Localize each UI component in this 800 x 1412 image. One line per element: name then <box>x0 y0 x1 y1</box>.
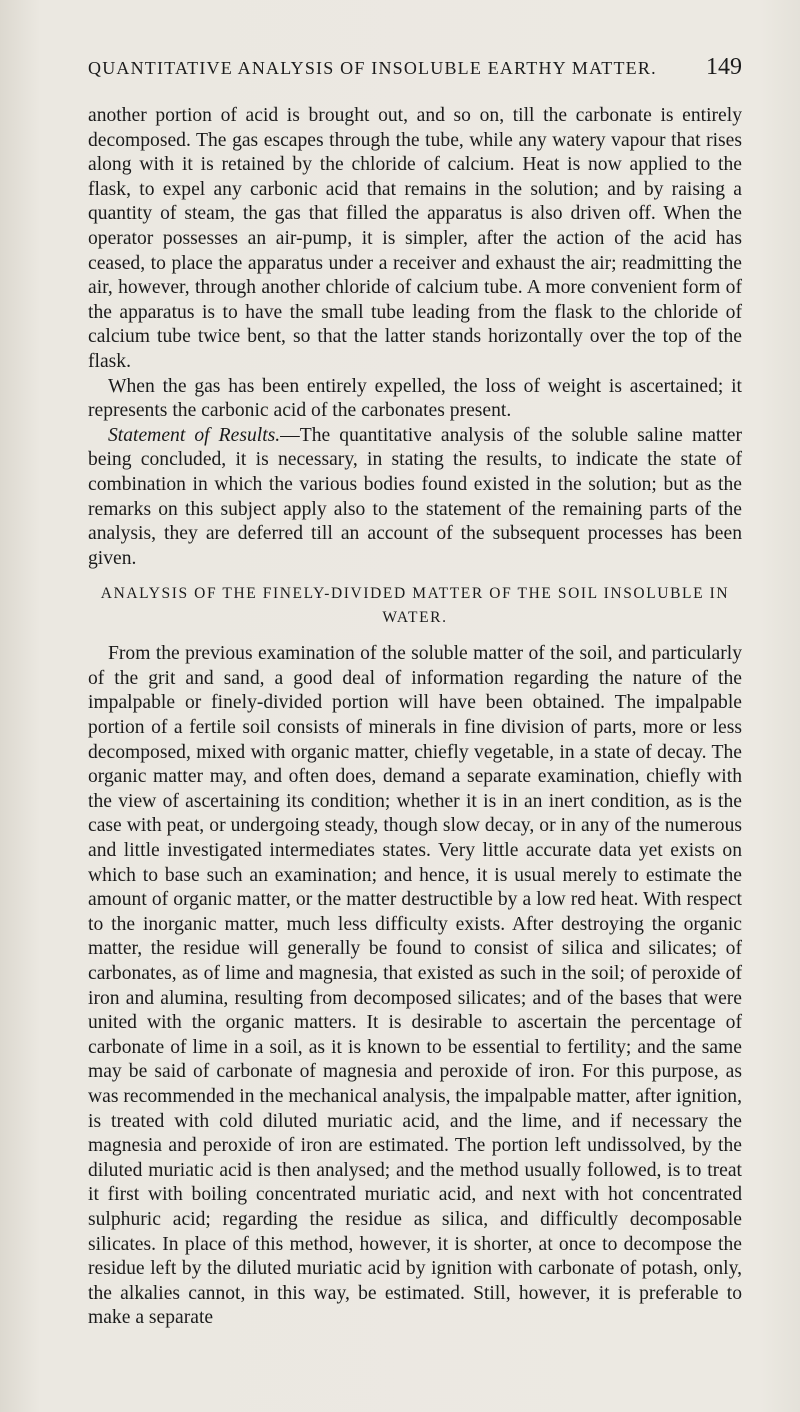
paragraph-insoluble-analysis: From the previous examination of the soluble matter of the soil, and particularly of the grit and sand, a good deal of information regarding the nature of the impalpable or finely-divided portion will have been obtained. The impalpable portion of a fertile soil consists of minerals in fine division of parts, more or less decomposed, mixed with organic matter, chiefly vegetable, in a state of decay. The organic matter may, and often does, demand a separate examination, chiefly with the view of ascertaining its condition; whether it is in an inert condition, as is the case with peat, or undergoing steady, though slow decay, or in any of the numerous and little investigated intermediates states. Very little accurate data yet exists on which to base such an examination; and hence, it is usual merely to estimate the amount of organic matter, or the matter destructible by a low red heat. With respect to the inorganic matter, much less difficulty exists. After destroying the organic matter, the residue will generally be found to consist of silica and silicates; of carbonates, as of lime and magnesia, that existed as such in the soil; of peroxide of iron and alumina, resulting from decomposed silicates; and of the bases that were united with the organic matters. It is desirable to ascertain the percentage of carbonate of lime in a soil, as it is known to be essential to fertility; and the same may be said of carbonate of magnesia and peroxide of iron. For this purpose, as was recommended in the mechanical analysis, the impalpable matter, after ignition, is treated with cold diluted muriatic acid, and the lime, and if necessary the magnesia and peroxide of iron are estimated. The portion left undissolved, by the diluted muriatic acid is then analysed; and the method usually followed, is to treat it first with boiling concentrated muriatic acid, and next with hot concentrated sulphuric acid; regarding the residue as silica, and difficultly decomposable silicates. In place of this method, however, it is shorter, at once to decompose the residue left by the diluted muriatic acid by ignition with carbonate of potash, only, the alkalies cannot, in this way, be estimated. Still, however, it is preferable to make a separate <box>88 643 742 1329</box>
running-head <box>88 54 742 86</box>
running-title: QUANTITATIVE ANALYSIS OF INSOLUBLE EARTHY MATTER. <box>88 58 657 78</box>
paragraph-statement-of-results <box>88 424 742 572</box>
body-text <box>88 104 742 1331</box>
statement-of-results-title: Statement of Results. <box>108 424 281 446</box>
statement-of-results-text: —The quantitative analysis of the soluble saline matter being concluded, it is necessary, in stating the results, to indicate the state of combination in which the various bodies found existed in the solution; but as the remarks on this subject apply also to the statement of the remaining parts of the analysis, they are deferred till an account of the subsequent processes has been given. <box>88 424 742 569</box>
paragraph-carbonate-process: another portion of acid is brought out, and so on, till the carbonate is entirely decomposed. The gas escapes through the tube, while any watery vapour that rises along with it is retained by the chloride of calcium. Heat is now applied to the flask, to expel any carbonic acid that remains in the solution; and by raising a quantity of steam, the gas that filled the apparatus is also driven off. When the operator possesses an air-pump, it is simpler, after the action of the acid has ceased, to place the apparatus under a receiver and exhaust the air; readmitting the air, however, through another chloride of calcium tube. A more convenient form of the apparatus is to have the small tube leading from the flask to the chloride of calcium tube twice bent, so that the latter stands horizontally over the top of the flask. <box>88 105 742 372</box>
section-heading: ANALYSIS OF THE FINELY-DIVIDED MATTER OF THE SOIL INSOLUBLE IN WATER. <box>100 585 730 627</box>
paragraph-loss-of-weight: When the gas has been entirely expelled, the loss of weight is ascertained; it represents the carbonic acid of the carbonates present. <box>88 375 742 422</box>
page-number: 149 <box>706 54 742 80</box>
